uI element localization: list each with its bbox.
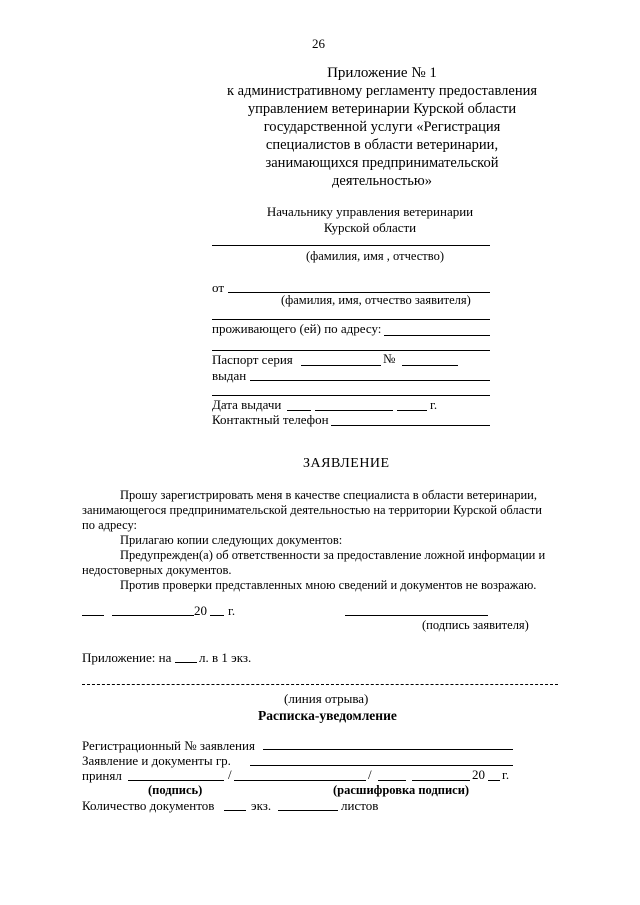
attachment-suffix: л. в 1 экз. (199, 650, 252, 665)
date-month-field[interactable] (112, 615, 194, 616)
appendix-line: управлением ветеринарии Курской области (247, 101, 517, 117)
docs-from-label: Заявление и документы гр. (82, 753, 231, 768)
issue-day-field[interactable] (287, 410, 311, 411)
statement-text: Прошу зарегистрировать меня в качестве специалиста в области ветеринарии, (120, 488, 537, 502)
receipt-year-prefix: 20 (472, 767, 485, 782)
caption-signature: (подпись) (148, 783, 203, 797)
addressee-line1: Начальнику управления ветеринарии (266, 204, 474, 219)
statement-text: занимающегося предпринимательской деятельностью на территории Курской области (82, 503, 542, 517)
addressee-line2: Курской области (323, 220, 417, 235)
slash-2: / (368, 767, 372, 782)
appendix-line: к административному регламенту предоставления (226, 83, 538, 99)
tear-line (82, 684, 558, 685)
issued-label: выдан (212, 368, 247, 383)
accepted-signature-field[interactable] (128, 780, 224, 781)
residing-line[interactable] (384, 335, 490, 336)
accepted-label: принял (82, 768, 122, 783)
page-number: 26 (312, 36, 325, 51)
passport-number-sign: № (383, 351, 396, 366)
applicant-line-2[interactable] (212, 319, 490, 320)
slash-1: / (228, 767, 232, 782)
issue-month-field[interactable] (315, 410, 393, 411)
passport-series-label: Паспорт серия (212, 352, 293, 367)
residing-label: проживающего (ей) по адресу: (212, 321, 382, 336)
phone-label: Контактный телефон (212, 412, 329, 427)
statement-text: Прилагаю копии следующих документов: (120, 533, 343, 547)
statement-text: Против проверки представленных мною сведений и документов не возражаю. (120, 578, 537, 592)
phone-field[interactable] (331, 425, 490, 426)
date-year-suffix: г. (228, 603, 236, 618)
caption-fio: (фамилия, имя , отчество) (306, 249, 444, 263)
from-label: от (212, 280, 225, 295)
receipt-month-field[interactable] (412, 780, 470, 781)
appendix-title: Приложение № 1 (327, 65, 437, 81)
date-year-prefix: 20 (194, 603, 207, 618)
reg-number-field[interactable] (263, 749, 513, 750)
receipt-day-field[interactable] (378, 780, 406, 781)
tear-line-caption: (линия отрыва) (284, 691, 369, 706)
appendix-line: специалистов в области ветеринарии, (265, 137, 499, 153)
docs-from-field[interactable] (250, 765, 513, 766)
date-year-field[interactable] (210, 615, 224, 616)
statement-text: недостоверных документов. (82, 563, 232, 577)
caption-decode: (расшифровка подписи) (333, 783, 470, 797)
sheets-label: листов (341, 798, 379, 813)
caption-applicant-signature: (подпись заявителя) (422, 618, 529, 632)
residing-line-2[interactable] (212, 350, 490, 351)
doc-count-label: Количество документов (82, 798, 215, 813)
issue-year-field[interactable] (397, 410, 427, 411)
reg-number-label: Регистрационный № заявления (82, 738, 255, 753)
statement-text: по адресу: (82, 518, 138, 532)
issued-line[interactable] (250, 380, 490, 381)
doc-count-sheets-field[interactable] (278, 810, 338, 811)
issue-date-label: Дата выдачи (212, 397, 282, 412)
accepted-name-field[interactable] (234, 780, 366, 781)
attachment-label: Приложение: на (82, 650, 172, 665)
appendix-line: занимающихся предпринимательской (265, 155, 499, 171)
fio-line[interactable] (212, 245, 490, 246)
statement-text: Предупрежден(а) об ответственности за предоставление ложной информации и (120, 548, 546, 562)
receipt-year-suffix: г. (502, 767, 510, 782)
date-day-field[interactable] (82, 615, 104, 616)
statement-p1 (82, 488, 562, 593)
receipt-year-field[interactable] (488, 780, 500, 781)
addressee-block (240, 204, 500, 236)
doc-count-copies-field[interactable] (224, 810, 246, 811)
applicant-signature-field[interactable] (345, 615, 488, 616)
issue-year-abbr: г. (430, 397, 438, 412)
appendix-block (222, 64, 542, 190)
issued-line-2[interactable] (212, 395, 490, 396)
caption-applicant: (фамилия, имя, отчество заявителя) (281, 293, 471, 307)
appendix-line: государственной услуги «Регистрация (263, 119, 501, 135)
appendix-line: деятельностью» (332, 173, 432, 189)
passport-number-field[interactable] (402, 365, 458, 366)
receipt-title: Расписка-уведомление (258, 708, 397, 723)
attachment-count-field[interactable] (175, 662, 197, 663)
copies-label: экз. (251, 798, 272, 813)
passport-series-field[interactable] (301, 365, 381, 366)
statement-title: ЗАЯВЛЕНИЕ (303, 456, 390, 471)
